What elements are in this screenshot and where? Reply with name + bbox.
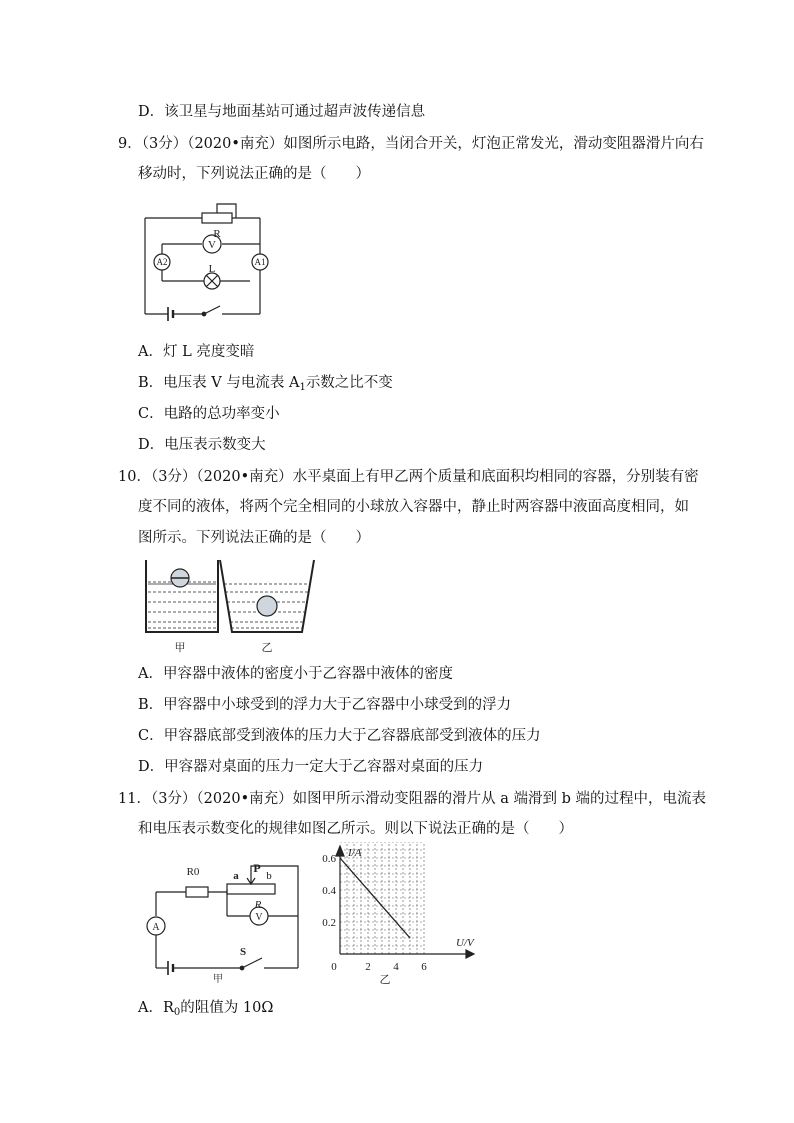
q10-option-d: D．甲容器对桌面的压力一定大于乙容器对桌面的压力 (138, 759, 484, 775)
q11-label-v: V (255, 912, 263, 923)
q11-option-a-post: 的阻值为 10Ω (180, 1000, 274, 1016)
q9-option-b-sub: 1 (299, 382, 306, 393)
chart-ylabel: I/A (348, 847, 362, 859)
q11-label-r: R (254, 899, 262, 911)
y-tick-label: 0.6 (322, 853, 336, 865)
x-tick-label: 2 (365, 961, 371, 973)
q10-label-yi: 乙 (261, 642, 273, 654)
q11-option-a-sub: 0 (173, 1007, 181, 1018)
q9-circuit-figure (140, 196, 270, 326)
q10-stem-line1: 10．（3分）（2020•南充）水平桌面上有甲乙两个质量和底面积均相同的容器，分别装有密 (118, 469, 699, 485)
q9-option-c: C．电路的总功率变小 (138, 406, 280, 422)
q10-stem-line2: 度不同的液体，将两个完全相同的小球放入容器中，静止时两容器中液面高度相同，如 (138, 499, 689, 515)
q8-option-d: D．该卫星与地面基站可通过超声波传递信息 (138, 104, 426, 120)
q9-label-r: R (213, 228, 221, 240)
q10-containers-figure (140, 556, 320, 656)
q9-label-a2: A2 (156, 257, 168, 267)
chart-axes (336, 846, 474, 958)
chart-xlabel: U/V (456, 937, 474, 949)
q10-option-a: A．甲容器中液体的密度小于乙容器中液体的密度 (138, 666, 453, 682)
y-tick-label: 0.4 (322, 885, 336, 897)
q11-label-s: S (239, 946, 247, 958)
chart-title: 乙 (379, 974, 391, 986)
q9-stem-line2: 移动时，下列说法正确的是（ ） (138, 166, 370, 182)
q11-label-a: a (233, 870, 239, 882)
q9-option-b-post: 示数之比不变 (305, 375, 393, 391)
q10-option-c: C．甲容器底部受到液体的压力大于乙容器底部受到液体的压力 (138, 728, 541, 744)
q11-option-a (138, 998, 273, 1023)
x-tick-label: 4 (393, 961, 399, 973)
y-axis-arrow (336, 846, 344, 856)
x-tick-label: 6 (421, 961, 427, 973)
y-tick-label: 0.2 (322, 917, 336, 929)
q9-label-l: L (208, 263, 216, 275)
q9-option-b (138, 373, 393, 398)
q11-label-am: A (152, 922, 160, 933)
q11-label-b: b (266, 870, 272, 882)
q9-option-a: A．灯 L 亮度变暗 (138, 344, 255, 360)
q11-stem-line2: 和电压表示数变化的规律如图乙所示。则以下说法正确的是（ ） (138, 821, 573, 837)
q9-label-v: V (208, 239, 216, 251)
q9-label-a1: A1 (254, 257, 266, 267)
x-axis-arrow (466, 950, 474, 958)
q10-stem-line3: 图所示。下列说法正确的是（ ） (138, 530, 370, 546)
q10-label-jia: 甲 (174, 642, 186, 654)
q10-option-b: B．甲容器中小球受到的浮力大于乙容器中小球受到的浮力 (138, 697, 512, 713)
q11-iu-chart (318, 842, 478, 988)
q9-option-b-pre: B．电压表 V 与电流表 A (138, 375, 300, 391)
q11-stem-line1: 11．（3分）（2020•南充）如图甲所示滑动变阻器的滑片从 a 端滑到 b 端的过程中，电流表 (118, 791, 706, 807)
q9-option-d: D．电压表示数变大 (138, 437, 266, 453)
q11-label-jia: 甲 (213, 974, 223, 983)
q11-option-a-pre: A．R (138, 1000, 174, 1016)
q9-stem-line1: 9．（3分）（2020•南充）如图所示电路，当闭合开关，灯泡正常发光，滑动变阻器滑片向右 (118, 136, 704, 152)
chart-labels (322, 847, 475, 986)
q11-circuit-figure (146, 848, 316, 983)
x-tick-label: 0 (331, 961, 337, 973)
q11-label-p: P (253, 861, 261, 875)
q11-label-r0: R0 (186, 866, 200, 878)
